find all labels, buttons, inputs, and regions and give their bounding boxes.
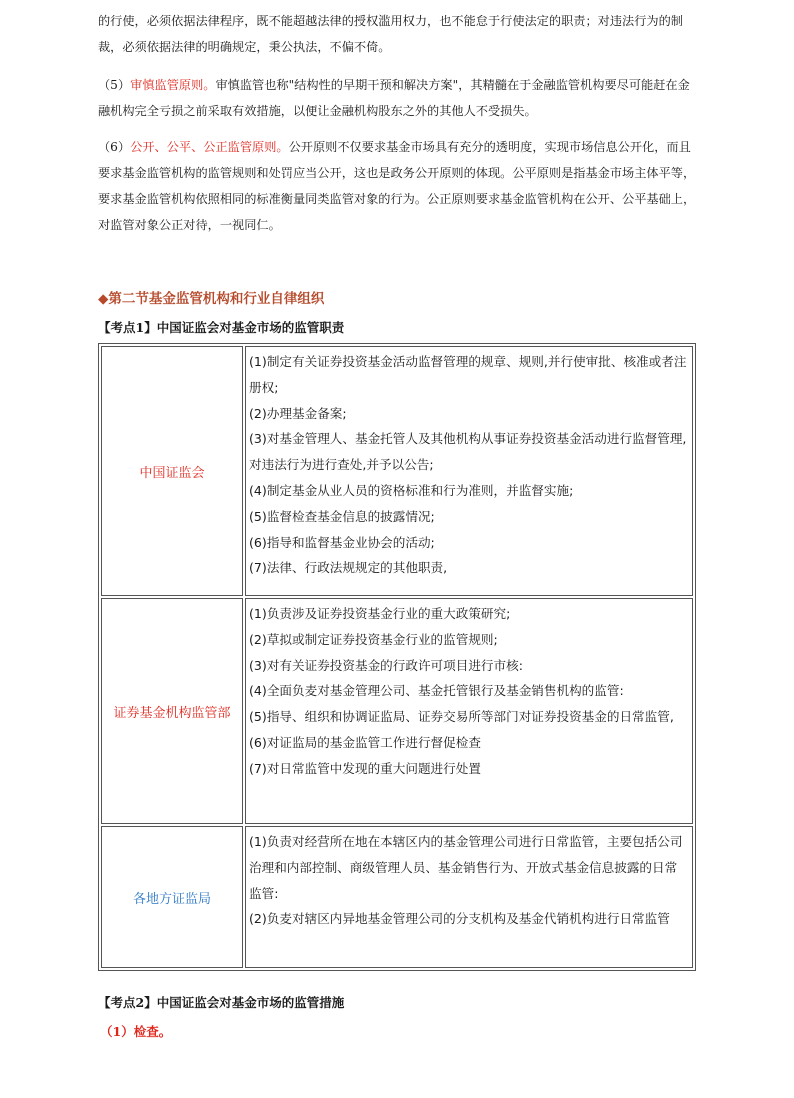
principle-5-number: （5）	[98, 78, 131, 92]
paragraph-principle-6	[98, 134, 696, 238]
duty-line: (5)指导、组织和协调证监局、证券交易所等部门对证券投资基金的日常监管,	[249, 709, 674, 725]
paragraph-intro-text: 的行使，必须依据法律程序，既不能超越法律的授权滥用权力，也不能怠于行使法定的职责；对违法行为的制裁，必须依据法律的明确规定，秉公执法，不偏不倚。	[98, 14, 683, 54]
row-body-local-bureau	[245, 826, 693, 968]
duty-line: (2)负麦对辖区内异地基金管理公司的分支机构及基金代销机构进行日常监管	[249, 911, 670, 927]
supervision-duties-table	[98, 343, 696, 971]
duty-line: (4)全面负麦对基金管理公司、基金托管银行及基金销售机构的监管:	[249, 683, 624, 699]
kaodian-2-heading: 【考点2】中国证监会对基金市场的监管措施	[98, 995, 345, 1010]
row-head-fund-dept: 证券基金机构监管部	[101, 598, 243, 824]
duty-line: (1)制定有关证券投资基金活动监督管理的规章、规则,并行使审批、核准或者注册权;	[249, 354, 687, 395]
duty-line: (6)对证监局的基金监管工作进行督促检查	[249, 734, 481, 750]
principle-6-text: 公开原则不仅要求基金市场具有充分的透明度，实现市场信息公开化，而且要求基金监管机构的监管规则和处罚应当公开，这也是政务公开原则的体现。公平原则是指基金市场主体平等，要求基金监管机构依照相同的标准衡量同类监管对象的行为。公正原则要求基金监管机构在公开、公平基础上，对监管对象公正对待，一视同仁。	[98, 140, 696, 232]
duty-line: (3)对有关证券投资基金的行政许可项目进行市核:	[249, 657, 523, 673]
section-title: 第二节基金监管机构和行业自律组织	[108, 291, 325, 307]
table-row	[101, 346, 693, 596]
measure-item-1: （1）检查。	[100, 1024, 172, 1039]
duty-line: (4)制定基金从业人员的资格标准和行为准则，并监督实施;	[249, 482, 574, 498]
duty-line: (2)办理基金备案;	[249, 405, 347, 421]
duty-line: (7)法律、行政法规规定的其他职责,	[249, 560, 448, 576]
duty-line: (6)指导和监督基金业协会的活动;	[249, 534, 435, 550]
row-head-local-bureau: 各地方证监局	[101, 826, 243, 968]
row-body-csrc	[245, 346, 693, 596]
principle-6-title: 公开、公平、公正监管原则。	[130, 140, 289, 154]
duty-line: (5)监督检查基金信息的披露情况;	[249, 508, 435, 524]
principle-5-text: 审慎监管也称"结构性的早期干预和解决方案"，其精髓在于金融监管机构要尽可能赶在金融机构完全亏损之前采取有效措施，以便让金融机构股东之外的其他人不受损失。	[98, 78, 690, 118]
table-row	[101, 598, 693, 824]
principle-6-number: （6）	[98, 140, 131, 154]
principle-5-title: 审慎监管原则。	[130, 78, 216, 92]
diamond-icon: ◆	[98, 291, 109, 307]
duty-line: (1)负责涉及证券投资基金行业的重大政策研究;	[249, 606, 511, 621]
table-row	[101, 826, 693, 968]
duty-line: (2)草拟或制定证券投资基金行业的监管规则;	[249, 631, 498, 647]
paragraph-intro	[98, 8, 696, 60]
paragraph-principle-5	[98, 72, 696, 124]
section-heading	[98, 287, 324, 307]
row-body-fund-dept	[245, 598, 693, 824]
duty-line: (7)对日常监管中发现的重大问题进行处置	[249, 760, 481, 776]
duty-line: (1)负责对经营所在地在本辖区内的基金管理公司进行日常监管，主要包括公司治理和内部控制、商级管理人员、基金销售行为、开放式基金信息披露的日常监管:	[249, 834, 683, 901]
row-head-csrc: 中国证监会	[101, 346, 243, 596]
kaodian-1-heading: 【考点1】中国证监会对基金市场的监管职责	[98, 320, 345, 335]
duty-line: (3)对基金管理人、基金托管人及其他机构从事证券投资基金活动进行监督管理,对违法行为进行查处,并予以公告;	[249, 431, 687, 473]
